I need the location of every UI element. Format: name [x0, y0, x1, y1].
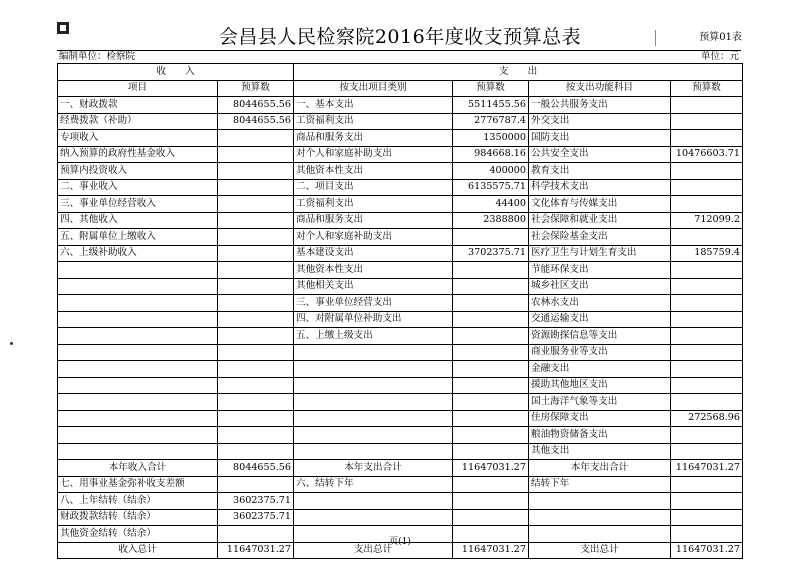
cell-e: 教育支出 [529, 163, 671, 180]
cell-f [671, 344, 743, 361]
cell-e: 援助其他地区支出 [529, 377, 671, 394]
cell-c: 其他资本性支出 [294, 163, 453, 180]
cell-c: 三、事业单位经营支出 [294, 295, 453, 312]
cell-e: 住房保障支出 [529, 410, 671, 427]
cell-e: 社会保障和就业支出 [529, 212, 671, 229]
cell-b [218, 262, 294, 279]
cell-c [294, 394, 453, 411]
cell-e: 国土海洋气象等支出 [529, 394, 671, 411]
cell-f [671, 377, 743, 394]
cell-c: 工资福利支出 [294, 196, 453, 213]
cell-e: 商业服务业等支出 [529, 344, 671, 361]
cell-d: 2776787.4 [453, 113, 529, 130]
cell-e: 科学技术支出 [529, 179, 671, 196]
cell-f [671, 394, 743, 411]
cell-a [58, 427, 218, 444]
table-row [58, 146, 743, 163]
cell-d [453, 344, 529, 361]
cell-a: 八、上年结转（结余） [58, 493, 218, 510]
cell-e: 交通运输支出 [529, 311, 671, 328]
cell-c [294, 443, 453, 460]
cell-a: 四、其他收入 [58, 212, 218, 229]
table-row [58, 245, 743, 262]
table-row [58, 130, 743, 147]
cell-d [453, 509, 529, 526]
table-row [58, 262, 743, 279]
cell-e [529, 509, 671, 526]
cell-d: 1350000 [453, 130, 529, 147]
unit-label: 单位：元 [700, 51, 739, 62]
cell-e: 结转下年 [529, 476, 671, 493]
cell-b [218, 394, 294, 411]
cell-f [671, 113, 743, 130]
totals-row [58, 460, 743, 477]
cell-b: 3602375.71 [218, 493, 294, 510]
cell-a: 本年收入合计 [58, 460, 218, 477]
cell-b [218, 344, 294, 361]
cell-e: 本年支出合计 [529, 460, 671, 477]
cell-c: 工资福利支出 [294, 113, 453, 130]
cell-a [58, 344, 218, 361]
cell-f: 185759.4 [671, 245, 743, 262]
cell-e [529, 526, 671, 543]
cell-f: 272568.96 [671, 410, 743, 427]
table-row [58, 443, 743, 460]
cell-a: 六、上级补助收入 [58, 245, 218, 262]
cell-c [294, 361, 453, 378]
cell-a: 三、事业单位经营收入 [58, 196, 218, 213]
cell-d: 2388800 [453, 212, 529, 229]
cell-c: 五、上缴上级支出 [294, 328, 453, 345]
table-row [58, 278, 743, 295]
cell-a: 经费拨款（补助） [58, 113, 218, 130]
table-number: 预算01表 [655, 30, 742, 46]
cell-a: 其他资金结转（结余） [58, 526, 218, 543]
cell-c: 对个人和家庭补助支出 [294, 229, 453, 246]
cell-a [58, 328, 218, 345]
table-row [58, 229, 743, 246]
cell-c: 其他相关支出 [294, 278, 453, 295]
table-row [58, 427, 743, 444]
cell-a [58, 410, 218, 427]
cell-c [294, 377, 453, 394]
cell-b [218, 278, 294, 295]
cell-f [671, 196, 743, 213]
cell-f [671, 229, 743, 246]
cell-a: 专项收入 [58, 130, 218, 147]
header-row-sections [58, 64, 743, 81]
cell-f [671, 278, 743, 295]
cell-f [671, 476, 743, 493]
table-row [58, 493, 743, 510]
cell-f [671, 262, 743, 279]
cell-a [58, 361, 218, 378]
cell-a: 纳入预算的政府性基金收入 [58, 146, 218, 163]
cell-b [218, 311, 294, 328]
cell-b [218, 476, 294, 493]
cell-b [218, 130, 294, 147]
cell-b [218, 146, 294, 163]
cell-c: 商品和服务支出 [294, 212, 453, 229]
cell-b [218, 377, 294, 394]
table-row [58, 113, 743, 130]
col-budget-header: 预算数 [453, 80, 529, 97]
cell-a [58, 377, 218, 394]
cell-d [453, 394, 529, 411]
cell-e: 一般公共服务支出 [529, 97, 671, 114]
expense-header: 支 出 [294, 64, 743, 81]
cell-b [218, 443, 294, 460]
cell-d [453, 476, 529, 493]
cell-d: 44400 [453, 196, 529, 213]
cell-c: 本年支出合计 [294, 460, 453, 477]
cell-c: 一、基本支出 [294, 97, 453, 114]
cell-d [453, 328, 529, 345]
cell-d [453, 493, 529, 510]
col-exp-func-header: 按支出功能科目 [529, 80, 671, 97]
table-row [58, 377, 743, 394]
cell-b [218, 295, 294, 312]
table-row [58, 163, 743, 180]
cell-d: 400000 [453, 163, 529, 180]
cell-a [58, 394, 218, 411]
cell-b [218, 163, 294, 180]
scan-speck [10, 342, 13, 345]
cell-d: 984668.16 [453, 146, 529, 163]
cell-f: 11647031.27 [671, 542, 743, 559]
col-item-header: 项目 [58, 80, 218, 97]
cell-e: 资源勘探信息等支出 [529, 328, 671, 345]
cell-c [294, 410, 453, 427]
table-row [58, 476, 743, 493]
cell-a [58, 443, 218, 460]
cell-b [218, 196, 294, 213]
cell-f [671, 97, 743, 114]
cell-f [671, 493, 743, 510]
cell-a: 一、财政拨款 [58, 97, 218, 114]
cell-f [671, 328, 743, 345]
cell-e: 城乡社区支出 [529, 278, 671, 295]
cell-d [453, 278, 529, 295]
cell-d: 5511455.56 [453, 97, 529, 114]
table-row [58, 179, 743, 196]
cell-d [453, 526, 529, 543]
cell-c: 对个人和家庭补助支出 [294, 146, 453, 163]
cell-c [294, 344, 453, 361]
cell-b [218, 179, 294, 196]
cell-b: 8044655.56 [218, 97, 294, 114]
cell-f [671, 311, 743, 328]
cell-c: 四、对附属单位补助支出 [294, 311, 453, 328]
table-row [58, 394, 743, 411]
cell-d [453, 229, 529, 246]
cell-a: 七、用事业基金弥补收支差额 [58, 476, 218, 493]
cell-c: 商品和服务支出 [294, 130, 453, 147]
page-footer: 页(1) [389, 537, 411, 547]
cell-f: 712099.2 [671, 212, 743, 229]
cell-a: 五、附属单位上缴收入 [58, 229, 218, 246]
cell-f [671, 509, 743, 526]
col-budget-header: 预算数 [671, 80, 743, 97]
cell-b: 8044655.56 [218, 460, 294, 477]
cell-d [453, 427, 529, 444]
cell-f [671, 526, 743, 543]
cell-a [58, 278, 218, 295]
cell-f [671, 295, 743, 312]
cell-a [58, 295, 218, 312]
cell-f [671, 427, 743, 444]
table-row [58, 410, 743, 427]
cell-e: 金融支出 [529, 361, 671, 378]
table-row [58, 295, 743, 312]
cell-f [671, 163, 743, 180]
cell-f [671, 443, 743, 460]
cell-e [529, 493, 671, 510]
cell-c: 基本建设支出 [294, 245, 453, 262]
cell-a [58, 262, 218, 279]
unit-org: 编制单位：检察院 [59, 51, 136, 62]
cell-a [58, 311, 218, 328]
cell-d [453, 361, 529, 378]
cell-a: 财政拨款结转（结余） [58, 509, 218, 526]
cell-d [453, 377, 529, 394]
cell-f [671, 179, 743, 196]
table-row [58, 311, 743, 328]
table-row [58, 212, 743, 229]
cell-f: 11647031.27 [671, 460, 743, 477]
cell-c [294, 493, 453, 510]
cell-b [218, 328, 294, 345]
cell-c: 六、结转下年 [294, 476, 453, 493]
table-row [58, 361, 743, 378]
cell-d [453, 295, 529, 312]
cell-d: 3702375.71 [453, 245, 529, 262]
cell-e: 粮油物资储备支出 [529, 427, 671, 444]
cell-b: 8044655.56 [218, 113, 294, 130]
income-header: 收 入 [58, 64, 294, 81]
table-row [58, 509, 743, 526]
cell-d [453, 410, 529, 427]
cell-b [218, 361, 294, 378]
cell-d [453, 262, 529, 279]
document-corner-icon [57, 22, 69, 34]
col-exp-cat-header: 按支出项目类别 [294, 80, 453, 97]
cell-b [218, 245, 294, 262]
page-title: 会昌县人民检察院2016年度收支预算总表 [218, 26, 582, 48]
cell-b [218, 410, 294, 427]
cell-f [671, 361, 743, 378]
cell-b [218, 427, 294, 444]
cell-a: 收入总计 [58, 542, 218, 559]
cell-f [671, 130, 743, 147]
meta-row [57, 50, 741, 63]
cell-e: 文化体育与传媒支出 [529, 196, 671, 213]
cell-b [218, 229, 294, 246]
cell-e: 节能环保支出 [529, 262, 671, 279]
cell-b: 11647031.27 [218, 542, 294, 559]
cell-d: 11647031.27 [453, 542, 529, 559]
table-row [58, 196, 743, 213]
cell-a: 二、事业收入 [58, 179, 218, 196]
cell-c: 其他资本性支出 [294, 262, 453, 279]
cell-e: 公共安全支出 [529, 146, 671, 163]
cell-b [218, 526, 294, 543]
col-budget-header: 预算数 [218, 80, 294, 97]
cell-d: 6135575.71 [453, 179, 529, 196]
cell-d [453, 311, 529, 328]
cell-c [294, 509, 453, 526]
cell-b [218, 212, 294, 229]
cell-c: 支出总计 [294, 542, 453, 559]
cell-e: 社会保险基金支出 [529, 229, 671, 246]
budget-table [57, 63, 743, 559]
table-row [58, 328, 743, 345]
table-row [58, 97, 743, 114]
cell-e: 外交支出 [529, 113, 671, 130]
cell-e: 国防支出 [529, 130, 671, 147]
cell-f: 10476603.71 [671, 146, 743, 163]
cell-d: 11647031.27 [453, 460, 529, 477]
cell-b: 3602375.71 [218, 509, 294, 526]
cell-e: 医疗卫生与计划生育支出 [529, 245, 671, 262]
cell-e: 其他支出 [529, 443, 671, 460]
header-row-columns [58, 80, 743, 97]
cell-a: 预算内投资收入 [58, 163, 218, 180]
cell-c: 二、项目支出 [294, 179, 453, 196]
cell-e: 农林水支出 [529, 295, 671, 312]
cell-c [294, 427, 453, 444]
cell-d [453, 443, 529, 460]
table-row [58, 344, 743, 361]
cell-e: 支出总计 [529, 542, 671, 559]
